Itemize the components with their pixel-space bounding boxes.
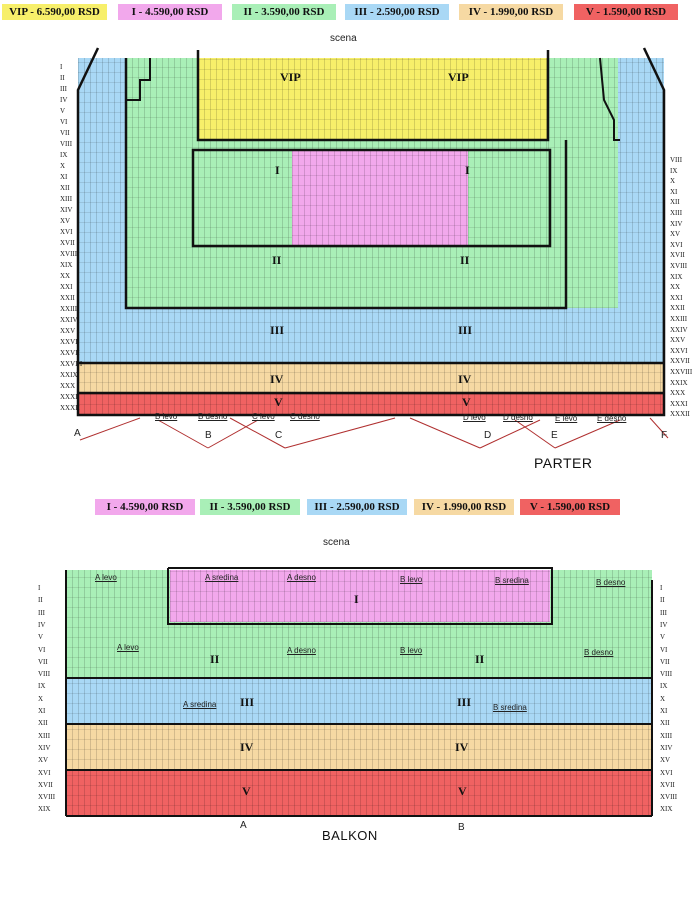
balkon-entrance-b[interactable]: B: [458, 822, 465, 833]
row-label: III: [660, 608, 667, 617]
row-label: XXXI: [670, 399, 688, 408]
row-label: X: [660, 694, 666, 703]
section-b-desno-mid[interactable]: B desno: [584, 648, 614, 657]
row-label: XXIII: [670, 315, 688, 323]
balkon-legend-ii: II - 3.590,00 RSD: [200, 499, 300, 515]
row-label: X: [670, 177, 676, 186]
section-a-sredina-top[interactable]: A sredina: [205, 573, 239, 582]
row-label: XV: [660, 756, 671, 765]
legend-iv: IV - 1.990,00 RSD: [459, 4, 563, 20]
label-v-left: V: [274, 395, 283, 409]
row-label: XVII: [660, 780, 675, 789]
row-label: VIII: [38, 670, 51, 679]
section-a-levo-mid[interactable]: A levo: [117, 643, 139, 652]
balkon-label-iii-left: III: [240, 695, 255, 709]
row-label: XIX: [60, 261, 73, 269]
row-label: XIV: [660, 743, 673, 752]
label-iii-left: III: [270, 323, 285, 337]
row-label: II: [38, 596, 43, 605]
row-label: IV: [660, 620, 668, 629]
row-label: I: [38, 584, 41, 592]
row-label: XX: [670, 283, 681, 292]
row-label: XVI: [670, 240, 683, 249]
label-ii-right: II: [460, 253, 470, 267]
section-b-desno-top[interactable]: B desno: [596, 578, 626, 587]
section-b-levo-mid[interactable]: B levo: [400, 646, 423, 655]
sub-d-levo[interactable]: D levo: [463, 413, 486, 422]
sub-d-desno[interactable]: D desno: [503, 413, 533, 422]
row-label: XXIII: [60, 305, 78, 313]
balkon-label-iii-right: III: [457, 695, 472, 709]
row-label: XVII: [38, 780, 53, 789]
row-label: XVIII: [38, 793, 56, 802]
entrance-b[interactable]: B: [205, 430, 212, 441]
row-label: XIII: [38, 731, 51, 740]
row-label: X: [38, 694, 44, 703]
section-b-levo-top[interactable]: B levo: [400, 575, 423, 584]
balkon-label-ii-left: II: [210, 652, 220, 666]
balkon-legend-v: V - 1.590,00 RSD: [520, 499, 620, 515]
row-label: I: [660, 584, 663, 592]
section-b-sredina-low[interactable]: B sredina: [493, 703, 527, 712]
row-label: XXXI: [60, 393, 78, 401]
row-label: XV: [60, 217, 71, 225]
legend-v: V - 1.590,00 RSD: [574, 4, 678, 20]
row-label: III: [38, 608, 45, 617]
row-label: XXII: [670, 304, 685, 313]
label-i-left: I: [275, 163, 280, 177]
row-label: VIII: [660, 670, 673, 679]
row-label: II: [60, 74, 65, 82]
section-a-sredina-low[interactable]: A sredina: [183, 700, 217, 709]
row-label: XVI: [38, 768, 51, 777]
row-label: XVIII: [670, 262, 688, 270]
balkon-legend-iii: III - 2.590,00 RSD: [307, 499, 407, 515]
row-label: XII: [670, 198, 680, 207]
row-label: XXX: [60, 382, 76, 390]
row-label: XXX: [670, 389, 686, 398]
row-label: VII: [660, 657, 670, 666]
row-label: XXIV: [60, 316, 78, 324]
row-label: XXI: [670, 293, 683, 302]
row-label: V: [660, 633, 666, 642]
label-iv-left: IV: [270, 372, 284, 386]
sub-b-levo[interactable]: B levo: [155, 412, 178, 421]
row-label: XXV: [670, 336, 686, 345]
row-label: II: [660, 596, 665, 605]
label-i-right: I: [465, 163, 470, 177]
legend-i: I - 4.590,00 RSD: [118, 4, 222, 20]
entrance-f[interactable]: F: [661, 430, 668, 441]
label-vip-left: VIP: [280, 70, 301, 84]
row-label: XV: [38, 756, 49, 765]
row-label: XIV: [60, 206, 73, 214]
row-label: XVIII: [60, 250, 78, 258]
row-label: III: [60, 85, 67, 93]
entrance-e[interactable]: E: [551, 430, 558, 441]
row-label: I: [60, 63, 63, 71]
section-a-levo-top[interactable]: A levo: [95, 573, 117, 582]
row-label: XIX: [670, 272, 683, 281]
balkon-legend-i: I - 4.590,00 RSD: [95, 499, 195, 515]
legend-vip: VIP - 6.590,00 RSD: [2, 4, 107, 20]
sub-e-levo[interactable]: E levo: [555, 414, 578, 423]
balkon-legend-iv: IV - 1.990,00 RSD: [414, 499, 514, 515]
row-label: XXIX: [60, 371, 78, 379]
balkon-label-v-left: V: [242, 784, 251, 798]
label-vip-right: VIP: [448, 70, 469, 84]
row-label: XXV: [60, 327, 76, 335]
row-label: XIII: [660, 731, 673, 740]
row-label: VIII: [60, 140, 73, 148]
sub-e-desno[interactable]: E desno: [597, 414, 627, 423]
row-label: XIII: [670, 209, 683, 217]
label-iv-right: IV: [458, 372, 472, 386]
balkon-entrance-a[interactable]: A: [240, 820, 247, 831]
row-label: IV: [60, 96, 68, 104]
row-label: XVIII: [660, 793, 678, 802]
row-label: XIX: [660, 805, 673, 814]
sub-b-desno[interactable]: B desno: [198, 412, 228, 421]
row-label: XXIV: [670, 325, 688, 334]
balkon-label-v-right: V: [458, 784, 467, 798]
row-label: X: [60, 162, 66, 170]
row-label: XXVI: [670, 346, 688, 355]
row-label: VIII: [670, 156, 683, 164]
row-label: XIV: [670, 219, 683, 228]
row-label: XIV: [38, 743, 51, 752]
row-label: XI: [660, 707, 668, 715]
row-label: XIII: [60, 195, 73, 203]
row-label: XII: [38, 719, 48, 728]
balkon-label-iv-right: IV: [455, 740, 469, 754]
row-label: VII: [38, 657, 48, 666]
row-label: XII: [60, 184, 70, 192]
row-label: XVII: [670, 251, 685, 260]
row-label: XXVII: [670, 357, 690, 366]
row-label: XX: [60, 272, 71, 280]
row-label: XVII: [60, 239, 75, 247]
parter-title: PARTER: [534, 455, 593, 471]
row-label: XI: [38, 707, 46, 715]
section-b-sredina-top[interactable]: B sredina: [495, 576, 529, 585]
legend-iii: III - 2.590,00 RSD: [345, 4, 449, 20]
section-a-desno-top[interactable]: A desno: [287, 573, 316, 582]
row-label: XXVIII: [60, 360, 83, 368]
row-label: XXI: [60, 283, 73, 291]
sub-c-desno[interactable]: C desno: [290, 412, 320, 421]
label-iii-right: III: [458, 323, 473, 337]
stage-label-parter: scena: [330, 33, 357, 44]
label-v-right: V: [462, 395, 471, 409]
row-label: XI: [670, 187, 678, 196]
label-ii-left: II: [272, 253, 282, 267]
entrance-a[interactable]: A: [74, 428, 81, 439]
row-label: XI: [60, 173, 68, 181]
balkon-label-iv-left: IV: [240, 740, 254, 754]
balkon-label-ii-right: II: [475, 652, 485, 666]
section-a-desno-mid[interactable]: A desno: [287, 646, 316, 655]
row-label: IX: [38, 682, 46, 691]
stage-label-balkon: scena: [323, 537, 350, 548]
entrance-c[interactable]: C: [275, 430, 283, 441]
row-label: VII: [60, 129, 70, 137]
row-label: IX: [670, 166, 678, 175]
row-label: V: [60, 107, 66, 115]
legend-ii: II - 3.590,00 RSD: [232, 4, 336, 20]
row-label: XXIX: [670, 378, 688, 387]
row-label: VI: [660, 645, 668, 654]
row-label: VI: [38, 645, 46, 654]
row-label: IX: [660, 682, 668, 691]
row-label: IX: [60, 151, 68, 159]
sub-c-levo[interactable]: C levo: [252, 412, 275, 421]
row-label: XXXII: [670, 410, 690, 419]
row-label: XXVIII: [670, 368, 693, 376]
entrance-d[interactable]: D: [484, 430, 492, 441]
row-label: XII: [660, 719, 670, 728]
row-label: XXII: [60, 294, 75, 302]
row-label: XV: [670, 230, 681, 239]
row-label: IV: [38, 620, 46, 629]
balkon-title: BALKON: [322, 828, 378, 843]
row-label: XXVII: [60, 349, 80, 357]
row-label: XXXII: [60, 404, 80, 412]
row-label: XVI: [660, 768, 673, 777]
row-label: VI: [60, 118, 68, 126]
row-label: V: [38, 633, 44, 642]
row-label: XXVI: [60, 338, 78, 346]
row-label: XVI: [60, 228, 73, 236]
balkon-label-i: I: [354, 592, 359, 606]
row-label: XIX: [38, 805, 51, 814]
